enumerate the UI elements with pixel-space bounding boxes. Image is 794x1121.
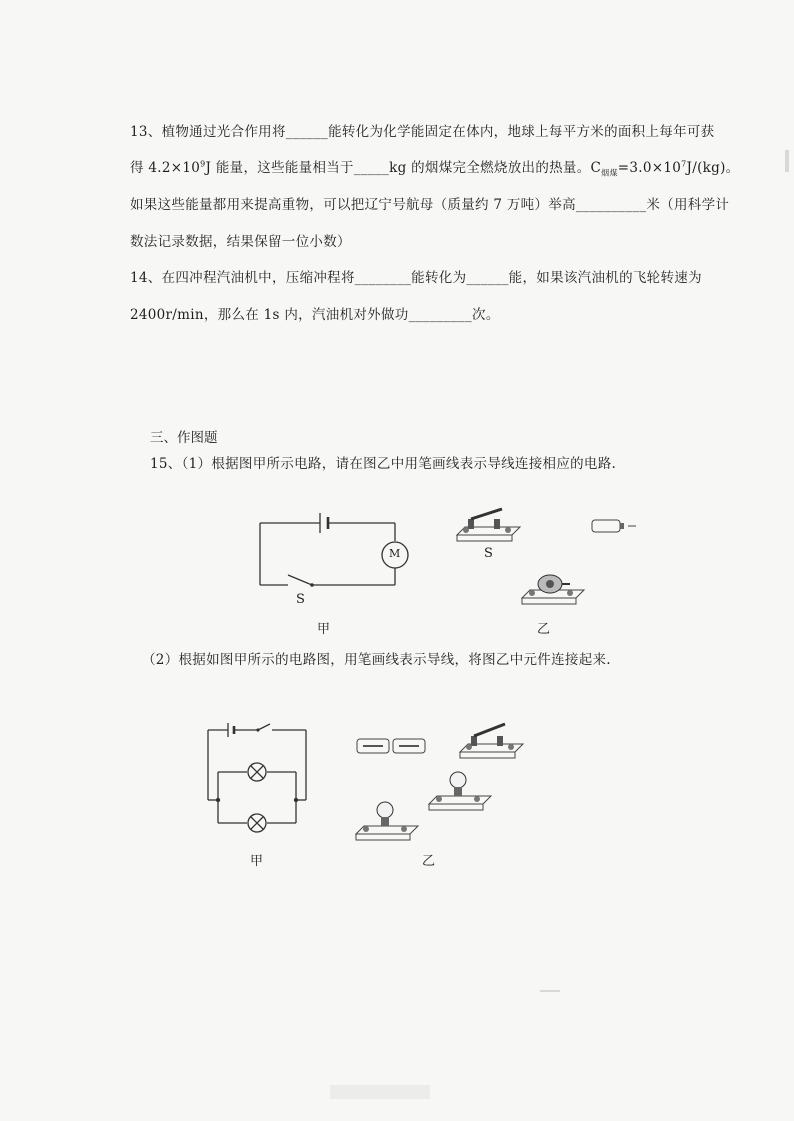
q13-exp2: 7 <box>681 159 687 169</box>
figure2-caption-left: 甲 <box>250 854 264 869</box>
q13-line2-part-c: =3.0×10 <box>617 160 682 176</box>
section-title: 三、作图题 <box>150 430 218 446</box>
q13-line2-part-a: 得 4.2×10 <box>130 160 201 176</box>
q13-line2-part-d: J/(kg)。 <box>686 160 740 176</box>
switch-label-diagram: S <box>296 592 305 607</box>
motor-drawing <box>518 568 588 608</box>
motor-symbol: M <box>389 547 401 560</box>
scan-artifact-bottom <box>330 1085 430 1099</box>
figure2-caption-right: 乙 <box>422 854 436 869</box>
q13-line3: 如果这些能量都用来提高重物，可以把辽宁号航母（质量约 7 万吨）举高__________米（用科学计 <box>130 197 730 213</box>
lamp-drawing-2 <box>352 800 422 848</box>
lamp-drawing-1 <box>425 770 495 818</box>
q13-line4: 数法记录数据，结果保留一位小数） <box>130 234 351 250</box>
scan-artifact-mark <box>540 990 560 992</box>
q13-line2-part-b: J 能量，这些能量相当于_____kg 的烟煤完全燃烧放出的热量。C <box>205 160 602 176</box>
q15-part2: （2）根据如图甲所示的电路图，用笔画线表示导线，将图乙中元件连接起来. <box>142 652 611 668</box>
scan-artifact-edge <box>785 150 789 172</box>
battery-pair-drawing <box>355 735 430 757</box>
battery-drawing <box>590 517 640 537</box>
figure1-caption-left: 甲 <box>317 622 331 637</box>
q14-line1: 14、在四冲程汽油机中，压缩冲程将________能转化为______能，如果该汽油机的飞轮转速为 <box>130 270 702 286</box>
q13-line1: 13、植物通过光合作用将______能转化为化学能固定在体内，地球上每平方米的面积上每年可获 <box>130 124 715 140</box>
knife-switch-drawing-2 <box>455 722 525 767</box>
switch-label-component: S <box>484 546 493 561</box>
q13-exp1: 9 <box>200 159 206 169</box>
figure1-caption-right: 乙 <box>537 622 551 637</box>
q15-part1: 15、（1）根据图甲所示电路，请在图乙中用笔画线表示导线连接相应的电路. <box>150 456 617 472</box>
q13-line2 <box>130 156 780 179</box>
q13-sub-coal: 烟煤 <box>601 168 618 178</box>
q14-line2: 2400r/min，那么在 1s 内，汽油机对外做功_________次。 <box>130 307 500 323</box>
knife-switch-drawing <box>452 505 522 550</box>
circuit-diagram-2 <box>200 720 320 835</box>
